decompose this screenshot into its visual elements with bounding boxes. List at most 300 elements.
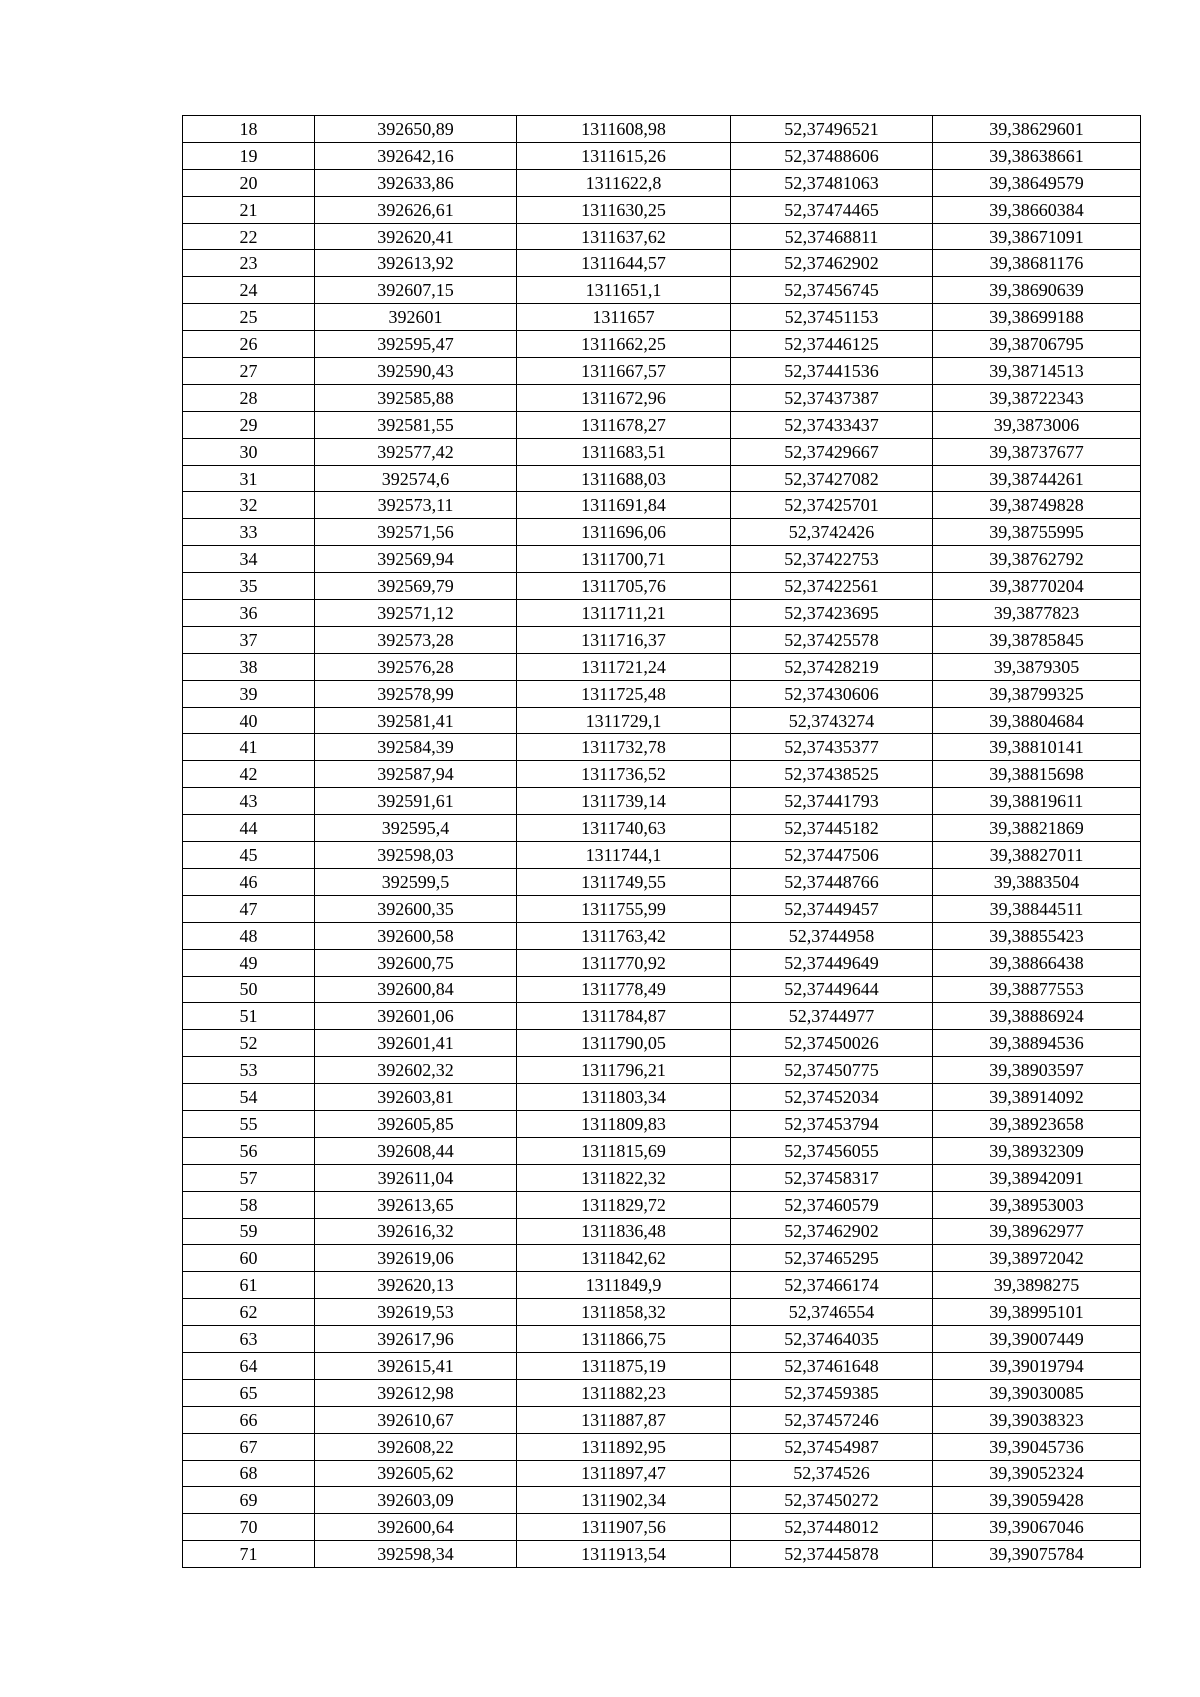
table-row	[183, 734, 1141, 761]
x-coordinate-cell: 392601	[315, 304, 517, 331]
point-number-cell: 69	[183, 1487, 315, 1514]
x-coordinate-cell: 392600,84	[315, 976, 517, 1003]
y-coordinate-cell: 1311705,76	[517, 573, 731, 600]
table-row	[183, 1245, 1141, 1272]
y-coordinate-cell: 1311829,72	[517, 1191, 731, 1218]
point-number-cell: 66	[183, 1406, 315, 1433]
point-number-cell: 47	[183, 895, 315, 922]
longitude-cell: 39,38785845	[933, 626, 1141, 653]
point-number-cell: 30	[183, 438, 315, 465]
latitude-cell: 52,37454987	[731, 1433, 933, 1460]
longitude-cell: 39,39067046	[933, 1514, 1141, 1541]
y-coordinate-cell: 1311683,51	[517, 438, 731, 465]
point-number-cell: 37	[183, 626, 315, 653]
longitude-cell: 39,38827011	[933, 842, 1141, 869]
point-number-cell: 39	[183, 680, 315, 707]
point-number-cell: 31	[183, 465, 315, 492]
longitude-cell: 39,38690639	[933, 277, 1141, 304]
point-number-cell: 48	[183, 922, 315, 949]
latitude-cell: 52,37429667	[731, 438, 933, 465]
latitude-cell: 52,37428219	[731, 653, 933, 680]
table-row	[183, 223, 1141, 250]
table-row	[183, 1003, 1141, 1030]
y-coordinate-cell: 1311882,23	[517, 1379, 731, 1406]
x-coordinate-cell: 392612,98	[315, 1379, 517, 1406]
y-coordinate-cell: 1311778,49	[517, 976, 731, 1003]
x-coordinate-cell: 392576,28	[315, 653, 517, 680]
longitude-cell: 39,38886924	[933, 1003, 1141, 1030]
longitude-cell: 39,38923658	[933, 1110, 1141, 1137]
y-coordinate-cell: 1311644,57	[517, 250, 731, 277]
x-coordinate-cell: 392603,09	[315, 1487, 517, 1514]
y-coordinate-cell: 1311902,34	[517, 1487, 731, 1514]
latitude-cell: 52,37488606	[731, 142, 933, 169]
y-coordinate-cell: 1311887,87	[517, 1406, 731, 1433]
table-row	[183, 1110, 1141, 1137]
x-coordinate-cell: 392591,61	[315, 788, 517, 815]
latitude-cell: 52,37437387	[731, 384, 933, 411]
y-coordinate-cell: 1311755,99	[517, 895, 731, 922]
y-coordinate-cell: 1311651,1	[517, 277, 731, 304]
y-coordinate-cell: 1311691,84	[517, 492, 731, 519]
latitude-cell: 52,37468811	[731, 223, 933, 250]
table-row	[183, 519, 1141, 546]
longitude-cell: 39,3877823	[933, 600, 1141, 627]
y-coordinate-cell: 1311770,92	[517, 949, 731, 976]
latitude-cell: 52,37457246	[731, 1406, 933, 1433]
table-row	[183, 949, 1141, 976]
y-coordinate-cell: 1311749,55	[517, 868, 731, 895]
x-coordinate-cell: 392603,81	[315, 1084, 517, 1111]
point-number-cell: 62	[183, 1299, 315, 1326]
latitude-cell: 52,37461648	[731, 1352, 933, 1379]
longitude-cell: 39,38953003	[933, 1191, 1141, 1218]
table-row	[183, 1191, 1141, 1218]
latitude-cell: 52,37448766	[731, 868, 933, 895]
point-number-cell: 36	[183, 600, 315, 627]
latitude-cell: 52,37459385	[731, 1379, 933, 1406]
latitude-cell: 52,37474465	[731, 196, 933, 223]
point-number-cell: 38	[183, 653, 315, 680]
table-row	[183, 1487, 1141, 1514]
latitude-cell: 52,37451153	[731, 304, 933, 331]
y-coordinate-cell: 1311662,25	[517, 331, 731, 358]
point-number-cell: 21	[183, 196, 315, 223]
longitude-cell: 39,38799325	[933, 680, 1141, 707]
longitude-cell: 39,38681176	[933, 250, 1141, 277]
point-number-cell: 32	[183, 492, 315, 519]
table-row	[183, 680, 1141, 707]
point-number-cell: 63	[183, 1326, 315, 1353]
x-coordinate-cell: 392620,13	[315, 1272, 517, 1299]
longitude-cell: 39,38942091	[933, 1164, 1141, 1191]
point-number-cell: 34	[183, 546, 315, 573]
point-number-cell: 41	[183, 734, 315, 761]
latitude-cell: 52,37449649	[731, 949, 933, 976]
x-coordinate-cell: 392619,06	[315, 1245, 517, 1272]
latitude-cell: 52,37430606	[731, 680, 933, 707]
longitude-cell: 39,38744261	[933, 465, 1141, 492]
latitude-cell: 52,37450272	[731, 1487, 933, 1514]
point-number-cell: 67	[183, 1433, 315, 1460]
point-number-cell: 26	[183, 331, 315, 358]
table-row	[183, 788, 1141, 815]
x-coordinate-cell: 392616,32	[315, 1218, 517, 1245]
x-coordinate-cell: 392585,88	[315, 384, 517, 411]
longitude-cell: 39,38649579	[933, 169, 1141, 196]
latitude-cell: 52,37441536	[731, 358, 933, 385]
table-row	[183, 116, 1141, 143]
x-coordinate-cell: 392607,15	[315, 277, 517, 304]
longitude-cell: 39,39075784	[933, 1541, 1141, 1568]
table-row	[183, 1299, 1141, 1326]
y-coordinate-cell: 1311822,32	[517, 1164, 731, 1191]
latitude-cell: 52,37452034	[731, 1084, 933, 1111]
longitude-cell: 39,38877553	[933, 976, 1141, 1003]
x-coordinate-cell: 392605,85	[315, 1110, 517, 1137]
longitude-cell: 39,38671091	[933, 223, 1141, 250]
x-coordinate-cell: 392578,99	[315, 680, 517, 707]
y-coordinate-cell: 1311875,19	[517, 1352, 731, 1379]
latitude-cell: 52,37422753	[731, 546, 933, 573]
point-number-cell: 35	[183, 573, 315, 600]
table-row	[183, 815, 1141, 842]
y-coordinate-cell: 1311615,26	[517, 142, 731, 169]
table-row	[183, 707, 1141, 734]
point-number-cell: 40	[183, 707, 315, 734]
table-row	[183, 842, 1141, 869]
table-row	[183, 1164, 1141, 1191]
latitude-cell: 52,37466174	[731, 1272, 933, 1299]
point-number-cell: 29	[183, 411, 315, 438]
table-row	[183, 1433, 1141, 1460]
longitude-cell: 39,38819611	[933, 788, 1141, 815]
latitude-cell: 52,3744977	[731, 1003, 933, 1030]
table-row	[183, 1379, 1141, 1406]
point-number-cell: 52	[183, 1030, 315, 1057]
y-coordinate-cell: 1311608,98	[517, 116, 731, 143]
point-number-cell: 25	[183, 304, 315, 331]
y-coordinate-cell: 1311688,03	[517, 465, 731, 492]
x-coordinate-cell: 392617,96	[315, 1326, 517, 1353]
latitude-cell: 52,37462902	[731, 250, 933, 277]
y-coordinate-cell: 1311736,52	[517, 761, 731, 788]
table-row	[183, 411, 1141, 438]
y-coordinate-cell: 1311678,27	[517, 411, 731, 438]
point-number-cell: 23	[183, 250, 315, 277]
point-number-cell: 65	[183, 1379, 315, 1406]
x-coordinate-cell: 392611,04	[315, 1164, 517, 1191]
longitude-cell: 39,3883504	[933, 868, 1141, 895]
longitude-cell: 39,38810141	[933, 734, 1141, 761]
x-coordinate-cell: 392608,44	[315, 1137, 517, 1164]
x-coordinate-cell: 392571,56	[315, 519, 517, 546]
table-row	[183, 1272, 1141, 1299]
table-row	[183, 1057, 1141, 1084]
latitude-cell: 52,3746554	[731, 1299, 933, 1326]
longitude-cell: 39,38866438	[933, 949, 1141, 976]
x-coordinate-cell: 392626,61	[315, 196, 517, 223]
longitude-cell: 39,38855423	[933, 922, 1141, 949]
point-number-cell: 68	[183, 1460, 315, 1487]
point-number-cell: 51	[183, 1003, 315, 1030]
y-coordinate-cell: 1311907,56	[517, 1514, 731, 1541]
longitude-cell: 39,38962977	[933, 1218, 1141, 1245]
x-coordinate-cell: 392598,34	[315, 1541, 517, 1568]
longitude-cell: 39,38714513	[933, 358, 1141, 385]
longitude-cell: 39,3873006	[933, 411, 1141, 438]
x-coordinate-cell: 392590,43	[315, 358, 517, 385]
table-row	[183, 142, 1141, 169]
y-coordinate-cell: 1311913,54	[517, 1541, 731, 1568]
longitude-cell: 39,39019794	[933, 1352, 1141, 1379]
longitude-cell: 39,39038323	[933, 1406, 1141, 1433]
table-row	[183, 573, 1141, 600]
latitude-cell: 52,37464035	[731, 1326, 933, 1353]
y-coordinate-cell: 1311790,05	[517, 1030, 731, 1057]
y-coordinate-cell: 1311637,62	[517, 223, 731, 250]
longitude-cell: 39,38737677	[933, 438, 1141, 465]
x-coordinate-cell: 392613,92	[315, 250, 517, 277]
y-coordinate-cell: 1311729,1	[517, 707, 731, 734]
x-coordinate-cell: 392601,06	[315, 1003, 517, 1030]
y-coordinate-cell: 1311622,8	[517, 169, 731, 196]
y-coordinate-cell: 1311836,48	[517, 1218, 731, 1245]
x-coordinate-cell: 392595,4	[315, 815, 517, 842]
table-row	[183, 492, 1141, 519]
table-row	[183, 465, 1141, 492]
table-row	[183, 1030, 1141, 1057]
table-row	[183, 761, 1141, 788]
table-row	[183, 169, 1141, 196]
y-coordinate-cell: 1311725,48	[517, 680, 731, 707]
point-number-cell: 58	[183, 1191, 315, 1218]
latitude-cell: 52,37433437	[731, 411, 933, 438]
table-row	[183, 1541, 1141, 1568]
y-coordinate-cell: 1311842,62	[517, 1245, 731, 1272]
point-number-cell: 27	[183, 358, 315, 385]
x-coordinate-cell: 392569,79	[315, 573, 517, 600]
y-coordinate-cell: 1311803,34	[517, 1084, 731, 1111]
latitude-cell: 52,37425578	[731, 626, 933, 653]
latitude-cell: 52,37427082	[731, 465, 933, 492]
table-row	[183, 895, 1141, 922]
longitude-cell: 39,38755995	[933, 519, 1141, 546]
x-coordinate-cell: 392650,89	[315, 116, 517, 143]
point-number-cell: 64	[183, 1352, 315, 1379]
table-row	[183, 384, 1141, 411]
point-number-cell: 42	[183, 761, 315, 788]
y-coordinate-cell: 1311763,42	[517, 922, 731, 949]
x-coordinate-cell: 392573,11	[315, 492, 517, 519]
y-coordinate-cell: 1311667,57	[517, 358, 731, 385]
longitude-cell: 39,38914092	[933, 1084, 1141, 1111]
longitude-cell: 39,39052324	[933, 1460, 1141, 1487]
x-coordinate-cell: 392587,94	[315, 761, 517, 788]
point-number-cell: 46	[183, 868, 315, 895]
latitude-cell: 52,37481063	[731, 169, 933, 196]
point-number-cell: 44	[183, 815, 315, 842]
longitude-cell: 39,38894536	[933, 1030, 1141, 1057]
longitude-cell: 39,39059428	[933, 1487, 1141, 1514]
point-number-cell: 53	[183, 1057, 315, 1084]
x-coordinate-cell: 392619,53	[315, 1299, 517, 1326]
longitude-cell: 39,38995101	[933, 1299, 1141, 1326]
longitude-cell: 39,38762792	[933, 546, 1141, 573]
point-number-cell: 33	[183, 519, 315, 546]
longitude-cell: 39,38749828	[933, 492, 1141, 519]
x-coordinate-cell: 392608,22	[315, 1433, 517, 1460]
x-coordinate-cell: 392602,32	[315, 1057, 517, 1084]
point-number-cell: 60	[183, 1245, 315, 1272]
x-coordinate-cell: 392633,86	[315, 169, 517, 196]
x-coordinate-cell: 392600,64	[315, 1514, 517, 1541]
x-coordinate-cell: 392642,16	[315, 142, 517, 169]
latitude-cell: 52,37449644	[731, 976, 933, 1003]
y-coordinate-cell: 1311815,69	[517, 1137, 731, 1164]
longitude-cell: 39,3898275	[933, 1272, 1141, 1299]
table-row	[183, 1514, 1141, 1541]
y-coordinate-cell: 1311796,21	[517, 1057, 731, 1084]
y-coordinate-cell: 1311696,06	[517, 519, 731, 546]
x-coordinate-cell: 392584,39	[315, 734, 517, 761]
table-row	[183, 277, 1141, 304]
longitude-cell: 39,3879305	[933, 653, 1141, 680]
x-coordinate-cell: 392601,41	[315, 1030, 517, 1057]
y-coordinate-cell: 1311711,21	[517, 600, 731, 627]
longitude-cell: 39,39030085	[933, 1379, 1141, 1406]
table-row	[183, 1137, 1141, 1164]
latitude-cell: 52,374526	[731, 1460, 933, 1487]
x-coordinate-cell: 392620,41	[315, 223, 517, 250]
longitude-cell: 39,38815698	[933, 761, 1141, 788]
x-coordinate-cell: 392598,03	[315, 842, 517, 869]
y-coordinate-cell: 1311732,78	[517, 734, 731, 761]
longitude-cell: 39,38903597	[933, 1057, 1141, 1084]
x-coordinate-cell: 392605,62	[315, 1460, 517, 1487]
x-coordinate-cell: 392574,6	[315, 465, 517, 492]
point-number-cell: 19	[183, 142, 315, 169]
longitude-cell: 39,38844511	[933, 895, 1141, 922]
y-coordinate-cell: 1311700,71	[517, 546, 731, 573]
y-coordinate-cell: 1311892,95	[517, 1433, 731, 1460]
latitude-cell: 52,37446125	[731, 331, 933, 358]
latitude-cell: 52,3744958	[731, 922, 933, 949]
longitude-cell: 39,38629601	[933, 116, 1141, 143]
y-coordinate-cell: 1311784,87	[517, 1003, 731, 1030]
latitude-cell: 52,37450775	[731, 1057, 933, 1084]
longitude-cell: 39,38972042	[933, 1245, 1141, 1272]
longitude-cell: 39,38699188	[933, 304, 1141, 331]
x-coordinate-cell: 392595,47	[315, 331, 517, 358]
table-row	[183, 922, 1141, 949]
table-row	[183, 358, 1141, 385]
latitude-cell: 52,37441793	[731, 788, 933, 815]
latitude-cell: 52,37447506	[731, 842, 933, 869]
x-coordinate-cell: 392573,28	[315, 626, 517, 653]
table-row	[183, 626, 1141, 653]
table-row	[183, 304, 1141, 331]
point-number-cell: 20	[183, 169, 315, 196]
latitude-cell: 52,37448012	[731, 1514, 933, 1541]
latitude-cell: 52,3743274	[731, 707, 933, 734]
x-coordinate-cell: 392600,75	[315, 949, 517, 976]
point-number-cell: 49	[183, 949, 315, 976]
latitude-cell: 52,37422561	[731, 573, 933, 600]
point-number-cell: 22	[183, 223, 315, 250]
x-coordinate-cell: 392600,35	[315, 895, 517, 922]
latitude-cell: 52,37460579	[731, 1191, 933, 1218]
latitude-cell: 52,37462902	[731, 1218, 933, 1245]
point-number-cell: 18	[183, 116, 315, 143]
point-number-cell: 61	[183, 1272, 315, 1299]
table-row	[183, 600, 1141, 627]
x-coordinate-cell: 392581,41	[315, 707, 517, 734]
latitude-cell: 52,37435377	[731, 734, 933, 761]
x-coordinate-cell: 392613,65	[315, 1191, 517, 1218]
coordinates-table-body	[183, 116, 1141, 1568]
latitude-cell: 52,37465295	[731, 1245, 933, 1272]
y-coordinate-cell: 1311740,63	[517, 815, 731, 842]
y-coordinate-cell: 1311721,24	[517, 653, 731, 680]
y-coordinate-cell: 1311744,1	[517, 842, 731, 869]
table-row	[183, 1326, 1141, 1353]
latitude-cell: 52,3742426	[731, 519, 933, 546]
latitude-cell: 52,37423695	[731, 600, 933, 627]
x-coordinate-cell: 392571,12	[315, 600, 517, 627]
longitude-cell: 39,38804684	[933, 707, 1141, 734]
latitude-cell: 52,37450026	[731, 1030, 933, 1057]
table-row	[183, 653, 1141, 680]
y-coordinate-cell: 1311849,9	[517, 1272, 731, 1299]
longitude-cell: 39,38638661	[933, 142, 1141, 169]
point-number-cell: 24	[183, 277, 315, 304]
table-row	[183, 1460, 1141, 1487]
table-row	[183, 546, 1141, 573]
y-coordinate-cell: 1311809,83	[517, 1110, 731, 1137]
longitude-cell: 39,38932309	[933, 1137, 1141, 1164]
table-row	[183, 250, 1141, 277]
latitude-cell: 52,37438525	[731, 761, 933, 788]
longitude-cell: 39,38821869	[933, 815, 1141, 842]
table-row	[183, 1406, 1141, 1433]
x-coordinate-cell: 392569,94	[315, 546, 517, 573]
latitude-cell: 52,37456055	[731, 1137, 933, 1164]
x-coordinate-cell: 392599,5	[315, 868, 517, 895]
longitude-cell: 39,38660384	[933, 196, 1141, 223]
table-row	[183, 976, 1141, 1003]
latitude-cell: 52,37496521	[731, 116, 933, 143]
point-number-cell: 59	[183, 1218, 315, 1245]
x-coordinate-cell: 392600,58	[315, 922, 517, 949]
point-number-cell: 28	[183, 384, 315, 411]
y-coordinate-cell: 1311866,75	[517, 1326, 731, 1353]
latitude-cell: 52,37458317	[731, 1164, 933, 1191]
x-coordinate-cell: 392577,42	[315, 438, 517, 465]
latitude-cell: 52,37445878	[731, 1541, 933, 1568]
point-number-cell: 43	[183, 788, 315, 815]
latitude-cell: 52,37425701	[731, 492, 933, 519]
y-coordinate-cell: 1311739,14	[517, 788, 731, 815]
longitude-cell: 39,39045736	[933, 1433, 1141, 1460]
table-row	[183, 1218, 1141, 1245]
latitude-cell: 52,37456745	[731, 277, 933, 304]
point-number-cell: 71	[183, 1541, 315, 1568]
y-coordinate-cell: 1311630,25	[517, 196, 731, 223]
coordinates-table	[182, 115, 1141, 1568]
point-number-cell: 70	[183, 1514, 315, 1541]
point-number-cell: 54	[183, 1084, 315, 1111]
